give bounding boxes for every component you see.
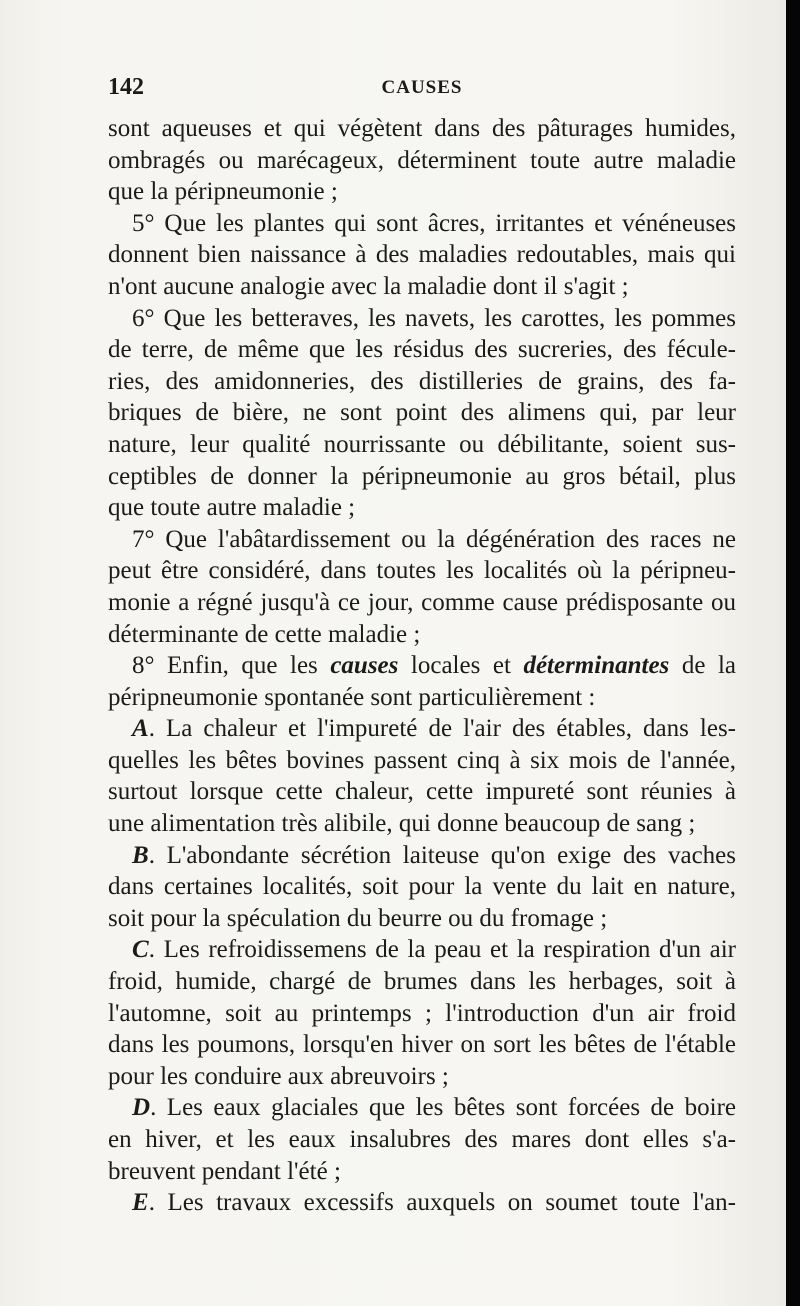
text-line xyxy=(108,776,736,808)
text-line xyxy=(108,366,736,398)
running-head: CAUSES xyxy=(381,77,463,98)
text-segment: une alimentation très alibile, qui donne beaucoup de sang ; xyxy=(108,810,696,838)
emphasized-text: D xyxy=(132,1094,151,1122)
text-segment: surtout lorsque cette chaleur, cette impureté sont réunies à xyxy=(108,778,736,806)
text-line xyxy=(108,871,736,903)
text-segment: péripneumonie spontanée sont particulièrement : xyxy=(108,683,596,711)
text-line xyxy=(108,429,736,461)
page-header xyxy=(108,74,736,104)
text-segment: déterminante de cette maladie ; xyxy=(108,620,421,648)
text-segment: . L'abondante sécrétion laiteuse qu'on exige des vaches xyxy=(148,841,736,869)
text-segment: nature, leur qualité nourrissante ou débilitante, soient sus- xyxy=(108,430,736,458)
text-line xyxy=(108,587,736,619)
text-line xyxy=(108,492,736,524)
text-segment: 8° Enfin, que les xyxy=(132,652,331,680)
text-segment: de la xyxy=(669,652,736,680)
emphasized-text: B xyxy=(132,841,149,869)
text-line xyxy=(108,1156,736,1188)
text-segment: que la péripneumonie ; xyxy=(108,178,338,206)
text-segment: sont aqueuses et qui végètent dans des pâturages humides, xyxy=(108,115,736,142)
text-line xyxy=(108,650,736,682)
text-segment: 7° Que l'abâtardissement ou la dégénération des races ne xyxy=(132,525,736,553)
text-line xyxy=(108,840,736,872)
text-line xyxy=(108,713,736,745)
text-line xyxy=(108,934,736,966)
text-line xyxy=(108,682,736,714)
text-segment: ries, des amidonneries, des distilleries de grains, des fa- xyxy=(108,367,736,395)
text-segment: l'automne, soit au printemps ; l'introduction d'un air froid xyxy=(108,999,736,1027)
text-line xyxy=(108,113,736,145)
text-segment: dans certaines localités, soit pour la vente du lait en nature, xyxy=(108,873,736,901)
text-segment: . La chaleur et l'impureté de l'air des étables, dans les- xyxy=(148,715,736,743)
text-segment: en hiver, et les eaux insalubres des mares dont elles s'a- xyxy=(108,1126,736,1153)
text-segment: n'ont aucune analogie avec la maladie dont il s'agit ; xyxy=(108,272,629,300)
text-line xyxy=(108,1187,736,1219)
text-line xyxy=(108,145,736,177)
text-line xyxy=(108,808,736,840)
text-line xyxy=(108,555,736,587)
page-number: 142 xyxy=(108,74,144,100)
scan-edge xyxy=(786,0,800,1306)
text-line xyxy=(108,966,736,998)
text-segment: . Les travaux excessifs auxquels on soumet toute l'an- xyxy=(148,1189,736,1217)
text-line xyxy=(108,619,736,651)
text-line xyxy=(108,1092,736,1124)
text-segment: que toute autre maladie ; xyxy=(108,494,356,522)
text-segment: peut être considéré, dans toutes les localités où la péripneu- xyxy=(108,557,736,585)
text-segment: donnent bien naissance à des maladies redoutables, mais qui xyxy=(108,241,736,269)
text-segment: . Les eaux glaciales que les bêtes sont forcées de boire xyxy=(150,1094,736,1122)
text-segment: 6° Que les betteraves, les navets, les carottes, les pommes xyxy=(132,304,736,332)
text-line xyxy=(108,176,736,208)
emphasized-text: E xyxy=(132,1189,149,1217)
text-segment: briques de bière, ne sont point des alimens qui, par leur xyxy=(108,399,736,427)
text-segment: soit pour la spéculation du beurre ou du fromage ; xyxy=(108,904,608,932)
emphasized-text: déterminantes xyxy=(523,652,670,680)
text-line xyxy=(108,1124,736,1156)
text-segment: pour les conduire aux abreuvoirs ; xyxy=(108,1062,449,1090)
emphasized-text: C xyxy=(132,936,149,964)
text-line xyxy=(108,461,736,493)
text-segment: de terre, de même que les résidus des sucreries, des fécule- xyxy=(108,336,736,364)
text-line xyxy=(108,524,736,556)
text-line xyxy=(108,239,736,271)
text-segment: ceptibles de donner la péripneumonie au gros bétail, plus xyxy=(108,462,736,490)
emphasized-text: causes xyxy=(330,652,399,680)
body-text xyxy=(108,113,736,1219)
text-segment: . Les refroidissemens de la peau et la respiration d'un air xyxy=(148,936,736,964)
text-line xyxy=(108,303,736,335)
text-line xyxy=(108,1061,736,1093)
text-segment: monie a régné jusqu'à ce jour, comme cause prédisposante ou xyxy=(108,588,736,616)
text-segment: 5° Que les plantes qui sont âcres, irritantes et vénéneuses xyxy=(132,209,736,237)
text-line xyxy=(108,745,736,777)
text-line xyxy=(108,334,736,366)
text-line xyxy=(108,903,736,935)
text-segment: breuvent pendant l'été ; xyxy=(108,1157,341,1185)
text-segment: quelles les bêtes bovines passent cinq à six mois de l'année, xyxy=(108,746,736,774)
text-line xyxy=(108,271,736,303)
text-segment: froid, humide, chargé de brumes dans les herbages, soit à xyxy=(108,968,736,996)
text-segment: dans les poumons, lorsqu'en hiver on sort les bêtes de l'étable xyxy=(108,1031,736,1059)
text-line xyxy=(108,998,736,1030)
text-line xyxy=(108,208,736,240)
emphasized-text: A xyxy=(132,715,149,743)
text-line xyxy=(108,1029,736,1061)
text-segment: ombragés ou marécageux, déterminent toute autre maladie xyxy=(108,146,736,174)
text-line xyxy=(108,397,736,429)
text-segment: locales et xyxy=(398,652,524,680)
